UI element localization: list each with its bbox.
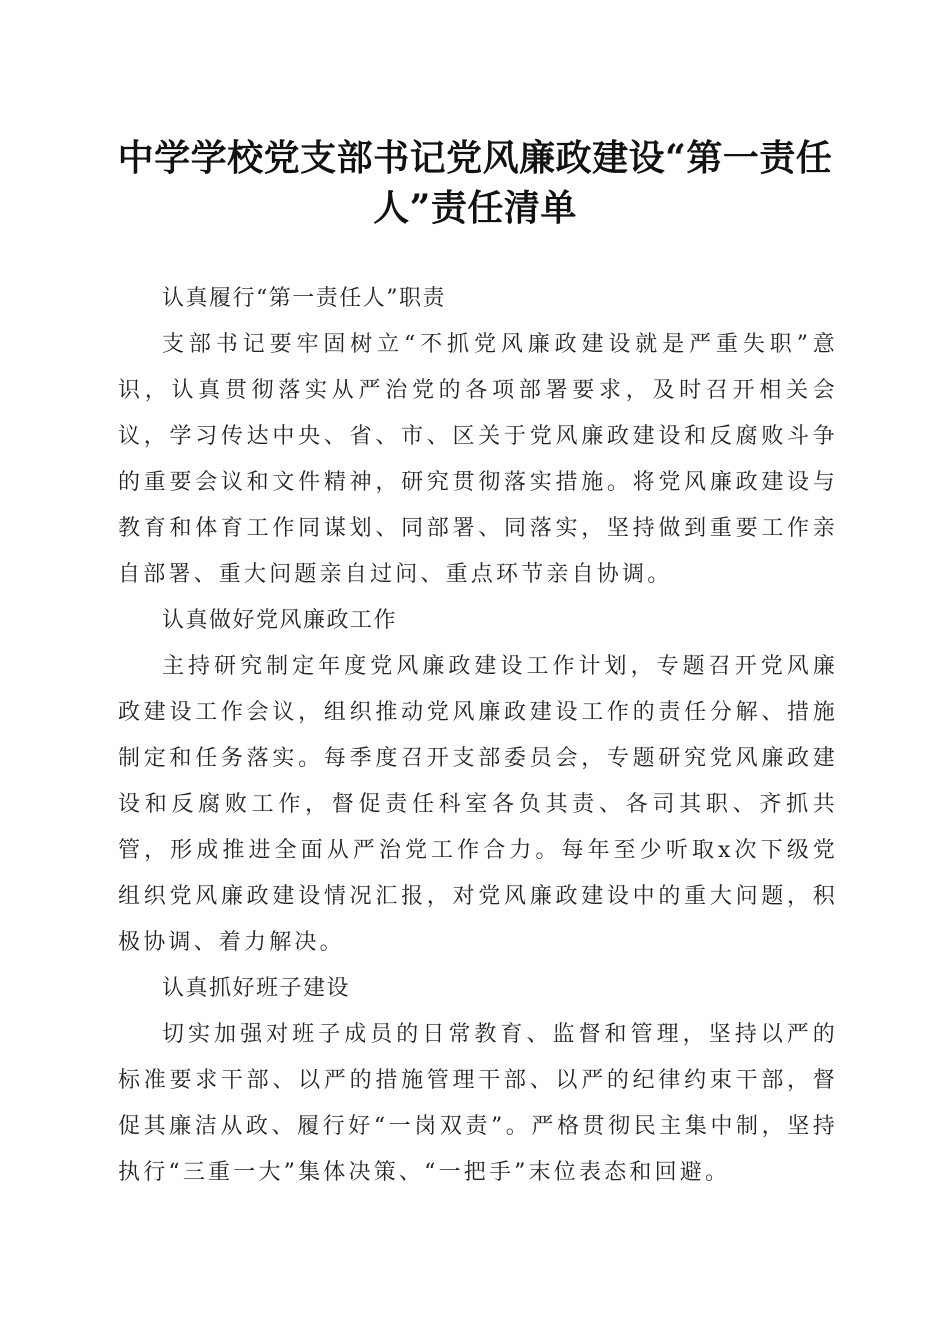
section-paragraph-3: 切实加强对班子成员的日常教育、监督和管理，坚持以严的标准要求干部、以严的措施管理干部、以严的纪律约束干部，督促其廉洁从政、履行好“一岗双责”。严格贯彻民主集中制，坚持执行“三重一大”集体决策、“一把手”末位表态和回避。	[118, 1022, 838, 1185]
section-paragraph-1: 支部书记要牢固树立“不抓党风廉政建设就是严重失职”意识，认真贯彻落实从严治党的各项部署要求，及时召开相关会议，学习传达中央、省、市、区关于党风廉政建设和反腐败斗争的重要会议和文件精神，研究贯彻落实措施。将党风廉政建设与教育和体育工作同谋划、同部署、同落实，坚持做到重要工作亲自部署、重大问题亲自过问、重点环节亲自协调。	[118, 332, 838, 587]
document-title: 中学学校党支部书记党风廉政建设“第一责任人”责任清单	[117, 137, 833, 229]
section-heading-1: 认真履行“第一责任人”职责	[162, 286, 446, 311]
document-body	[118, 276, 838, 1196]
section-heading-3: 认真抓好班子建设	[162, 976, 351, 1001]
section-heading-2: 认真做好党风廉政工作	[162, 608, 398, 633]
section-paragraph-2: 主持研究制定年度党风廉政建设工作计划，专题召开党风廉政建设工作会议，组织推动党风廉政建设工作的责任分解、措施制定和任务落实。每季度召开支部委员会，专题研究党风廉政建设和反腐败工作，督促责任科室各负其责、各司其职、齐抓共管，形成推进全面从严治党工作合力。每年至少听取x次下级党组织党风廉政建设情况汇报，对党风廉政建设中的重大问题，积极协调、着力解决。	[118, 654, 838, 955]
